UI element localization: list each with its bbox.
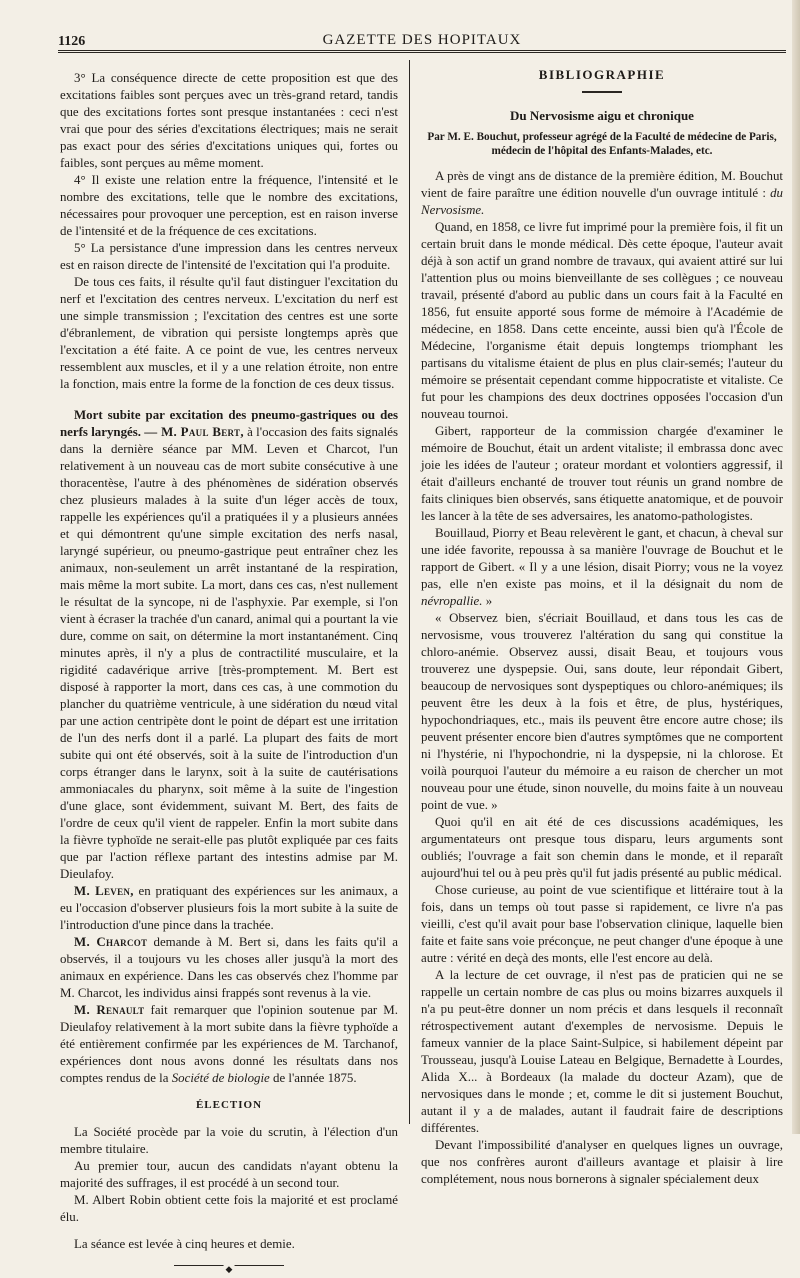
paragraph — [60, 1002, 398, 1087]
end-ornament-rule — [174, 1265, 284, 1272]
paragraph: 3° La conséquence directe de cette proposition est que des excitations faibles sont perçues avec un très-grand retard, tandis que des excitations fortes sont presque instantanées : ceci n'est vrai que pour des séries d'excitations électriques; mais ne serait pas exact pour des séries d'excitations uniques qui, fortes ou faibles, sont perçues au même moment. — [60, 71, 398, 170]
paragraph: La séance est levée à cinq heures et demie. — [74, 1237, 295, 1251]
paragraph: 5° La persistance d'une impression dans les centres nerveux est en raison directe de l'intensité de l'excitation qui l'a produite. — [60, 241, 398, 272]
paragraph-text: Bouillaud, Piorry et Beau relevèrent le gant, et chacun, à cheval sur une idée favorite, repoussa à sa manière l'ouvrage de Bouchut et le rapport de Gibert. « Il y a une lésion, disait Piorry; vous ne la voyez pas, elle n'en existe pas moins, et il la désignait du nom de — [421, 526, 783, 591]
article-title: Du Nervosisme aigu et chronique — [510, 108, 694, 123]
paragraph-text: » — [485, 594, 493, 608]
paragraph-text: de l'année 1875. — [273, 1071, 357, 1085]
paragraph: M. Albert Robin obtient cette fois la majorité et est proclamé élu. — [60, 1193, 398, 1224]
paragraph-text: en pratiquant des expériences sur les animaux, a eu l'occasion d'observer plusieurs fois la mort subite à la suite de l'introduction d'une pince dans la trachée. — [60, 884, 398, 932]
paragraph — [421, 168, 783, 219]
paragraph — [60, 883, 398, 934]
paragraph: La Société procède par la voie du scrutin, à l'élection d'un membre titulaire. — [60, 1125, 398, 1156]
speaker-name: M. Leven, — [74, 884, 134, 898]
journal-title: GAZETTE DES HOPITAUX — [322, 32, 522, 48]
paragraph: 4° Il existe une relation entre la fréquence, l'intensité et le nombre des excitations, telle que le nombre des excitations, nécessaires pour provoquer une perception, est en raison inverse de l'intensité et de la fréquence de ces excitations. — [60, 173, 398, 238]
italic-title: du Nervosisme. — [421, 186, 783, 217]
paragraph: De tous ces faits, il résulte qu'il faut distinguer l'excitation du nerf et l'excitation des centres nerveux. L'excitation du nerf est une simple transmission ; l'excitation des centres est une sorte d'ébranlement, de vibration qui persiste longtemps après que l'excitation a été faite. A ce point de vue, les centres nerveux ressemblent aux muscles, et il y a une relation étroite, non entre la fonction, mais entre la forme de la fonction de ces deux tissus. — [60, 275, 398, 391]
section-heading-election: ÉLECTION — [195, 1099, 263, 1111]
section-title: BIBLIOGRAPHIE — [538, 67, 666, 82]
right-column — [421, 62, 783, 1188]
diamond-icon: ◆ — [224, 1261, 235, 1278]
paragraph: A la lecture de cet ouvrage, il n'est pas de praticien qui ne se rappelle un certain nombre de cas plus ou moins bizarres auxquels il n'a pu peut-être donner un nom précis et dans lesquels il reconnaît rétrospectivement autant d'exemples de nervosisme. Depuis le fameux vannier de la place Saint-Sulpice, si habilement dépeint par Trousseau, jusqu'à Louise Lateau en Belgique, Bernadette à Lourdes, Alida X... à Bordeaux (la malade du docteur Azam), que de nervosiques dans le monde ; et, comme le dit si justement Bouchut, autant il y a de malades, autant il faudrait faire de descriptions différentes. — [421, 968, 783, 1135]
paragraph-text: à l'occasion des faits signalés dans la dernière séance par MM. Leven et Charcot, l'un relativement à un nouveau cas de mort subite consécutive à une thoracentèse, l'autre à des phénomènes de sidération observés chez plusieurs malades à la suite d'un léger accès de toux, rappelle les expériences qu'il a pratiquées il y a plusieurs années et qui démontrent qu'une simple excitation des nerfs nasal, laryngé supérieur, ou pneumo-gastrique peut entraîner chez les animaux, non-seulement un arrêt instantané de la respiration, mais même la mort subite. La mort, dans ces cas, n'est nullement le résultat de la syncope, ni de l'asphyxie. Par exemple, si l'on vient à écraser la trachée d'un canard, animal qui a pourtant la vie dure, comme on sait, on détermine la mort instantanément. Cinq minutes après, il n'y a plus de contractilité musculaire, et la rigidité cadavérique arrive [très-promptement. M. Bert est disposé à rapporter la mort, dans ces cas, à une commotion du plancher du quatrième ventricule, à une sidération du nœud vital par une action centripète dont le point de départ est une irritation de l'un des nerfs dont il a parlé. La plupart des faits de mort subite qui ont été observés, soit à la suite de l'introduction d'un corps étranger dans le larynx, soit à la suite de cautérisations ammoniacales du pharynx, soit même à la suite de l'ingestion d'une glace, sont évidemment, suivant M. Bert, des faits de l'ordre de ceux qu'il vient de rappeler. Enfin la mort subite dans la fièvre typhoïde ne serait-elle pas plutôt expliquée par ces faits que par l'action réflexe partant des intestins admise par M. Dieulafoy. — [60, 425, 398, 881]
speaker-name: M. Charcot — [74, 935, 148, 949]
paragraph — [421, 525, 783, 610]
paragraph-mort-subite — [60, 407, 398, 883]
italic-term: névropallie. — [421, 594, 483, 608]
paragraph: Devant l'impossibilité d'analyser en quelques lignes un ouvrage, que nos confrères auront d'ailleurs avantage et plaisir à lire complétement, nous nous bornerons à signaler spécialement deux — [421, 1138, 783, 1186]
article-byline: Par M. E. Bouchut, professeur agrégé de la Faculté de médecine de Paris, médecin de l'hôpital des Enfants-Malades, etc. — [427, 131, 777, 157]
title-rule — [582, 91, 622, 93]
italic-reference: Société de biologie — [171, 1071, 270, 1085]
paragraph-text: A près de vingt ans de distance de la première édition, M. Bouchut vient de faire paraître une édition nouvelle d'un ouvrage intitulé : — [421, 169, 783, 200]
page-edge — [792, 0, 800, 1134]
left-column — [60, 70, 398, 1272]
paragraph: Chose curieuse, au point de vue scientifique et littéraire tout à la fois, dans un temps où tout passe si rapidement, ce livre n'a pas vieilli, c'est qu'il avait pour base l'observation clinique, laquelle bien faite et faite sans voie préconçue, ne peut changer d'une époque à une autre : vérité en deçà des monts, elle l'est encore au delà. — [421, 883, 783, 965]
paragraph: Au premier tour, aucun des candidats n'ayant obtenu la majorité des suffrages, il est procédé à un second tour. — [60, 1159, 398, 1190]
paragraph: « Observez bien, s'écriait Bouillaud, et dans tous les cas de nervosisme, vous trouverez l'altération du sang qui constitue la chloro-anémie. Observez aussi, disait Beau, et toujours vous trouverez une dyspepsie. Oui, sans doute, leur répondait Gibert, beaucoup de nervosiques sont dyspeptiques ou chloro-anémiques; ils peuvent être les deux à la fois et être, de plus, hystériques, hypochondriaques, etc., mais ils peuvent être encore autre chose; ils peuvent présenter encore bien d'autres symptômes que ne comportent ni l'hystérie, ni l'hypochondrie, ni la dyspepsie, ni la chlorose. Et voilà pourquoi l'auteur du mémoire a eu raison de chercher un mot nouveau pour une étude, sinon nouvelle, du moins faite à un nouveau point de vue. » — [421, 611, 783, 812]
paragraph-text: fait remarquer que l'opinion soutenue par M. Dieulafoy relativement à la mort subite dans la fièvre typhoïde a été entièrement confirmée par les expériences de M. Tarchanof, expériences dont nous avons donné les résultats dans nos comptes rendus de la — [60, 1003, 398, 1085]
paragraph — [60, 934, 398, 1002]
header-rule — [58, 50, 786, 53]
paragraph: Gibert, rapporteur de la commission chargée d'examiner le mémoire de Bouchut, était un ardent vitaliste; il embrassa donc avec joie les idées de l'auteur ; orateur mordant et volontiers aggressif, il était d'ailleurs enchanté de trouver tout réunis un grand nombre de faits cliniques bien observés, sans étiquette anatomique, et de pouvoir les lancer à la tête de ses adversaires, les anatomo-pathologistes. — [421, 424, 783, 523]
page-number: 1126 — [58, 34, 86, 49]
paragraph: Quand, en 1858, ce livre fut imprimé pour la première fois, il fit un certain bruit dans le monde médical. Dès cette époque, l'auteur avait déjà à son actif un grand nombre de travaux, qui avaient attiré sur lui l'attention plus ou moins bienveillante de ses collègues ; ce nouveau travail, présenté d'abord au public dans un cours fait à la Faculté en 1856, fut ensuite apporté sous forme de mémoire à l'Académie de médecine, en 1858. Dans cette enceinte, aussi bien qu'à l'École de Médecine, l'organisme était depuis longtemps triomphant les partisans du vitalisme étaient de plus en plus clair-semés; l'auteur du mémoire se présentait cependant comme hippocratiste et vitaliste. Ce fut pour les champions des deux doctrines opposées l'occasion d'un nouveau tournoi. — [421, 220, 783, 421]
page-header — [58, 26, 786, 48]
paragraph-text: demande à M. Bert si, dans les faits qu'il a observés, il a toujours vu les choses aller jusqu'à la mort des animaux en expérience. Dans les cas observés chez l'homme par M. Charcot, les individus ainsi frappés sont revenus à la vie. — [60, 935, 398, 1000]
speaker-name: — M. Paul Bert, — [144, 425, 244, 439]
column-divider — [409, 60, 410, 1124]
speaker-name: M. Renault — [74, 1003, 145, 1017]
paragraph: Quoi qu'il en ait été de ces discussions académiques, les argumentateurs ont presque tous disparu, leurs arguments sont oubliés; l'ouvrage a fait son chemin dans le monde, et il reparaît aujourd'hui tel ou à peu près qu'il fut jadis présenté au public médical. — [421, 815, 783, 880]
section-heading: Mort subite par excitation des pneumo-gastriques ou des nerfs laryngés. — [60, 408, 398, 439]
